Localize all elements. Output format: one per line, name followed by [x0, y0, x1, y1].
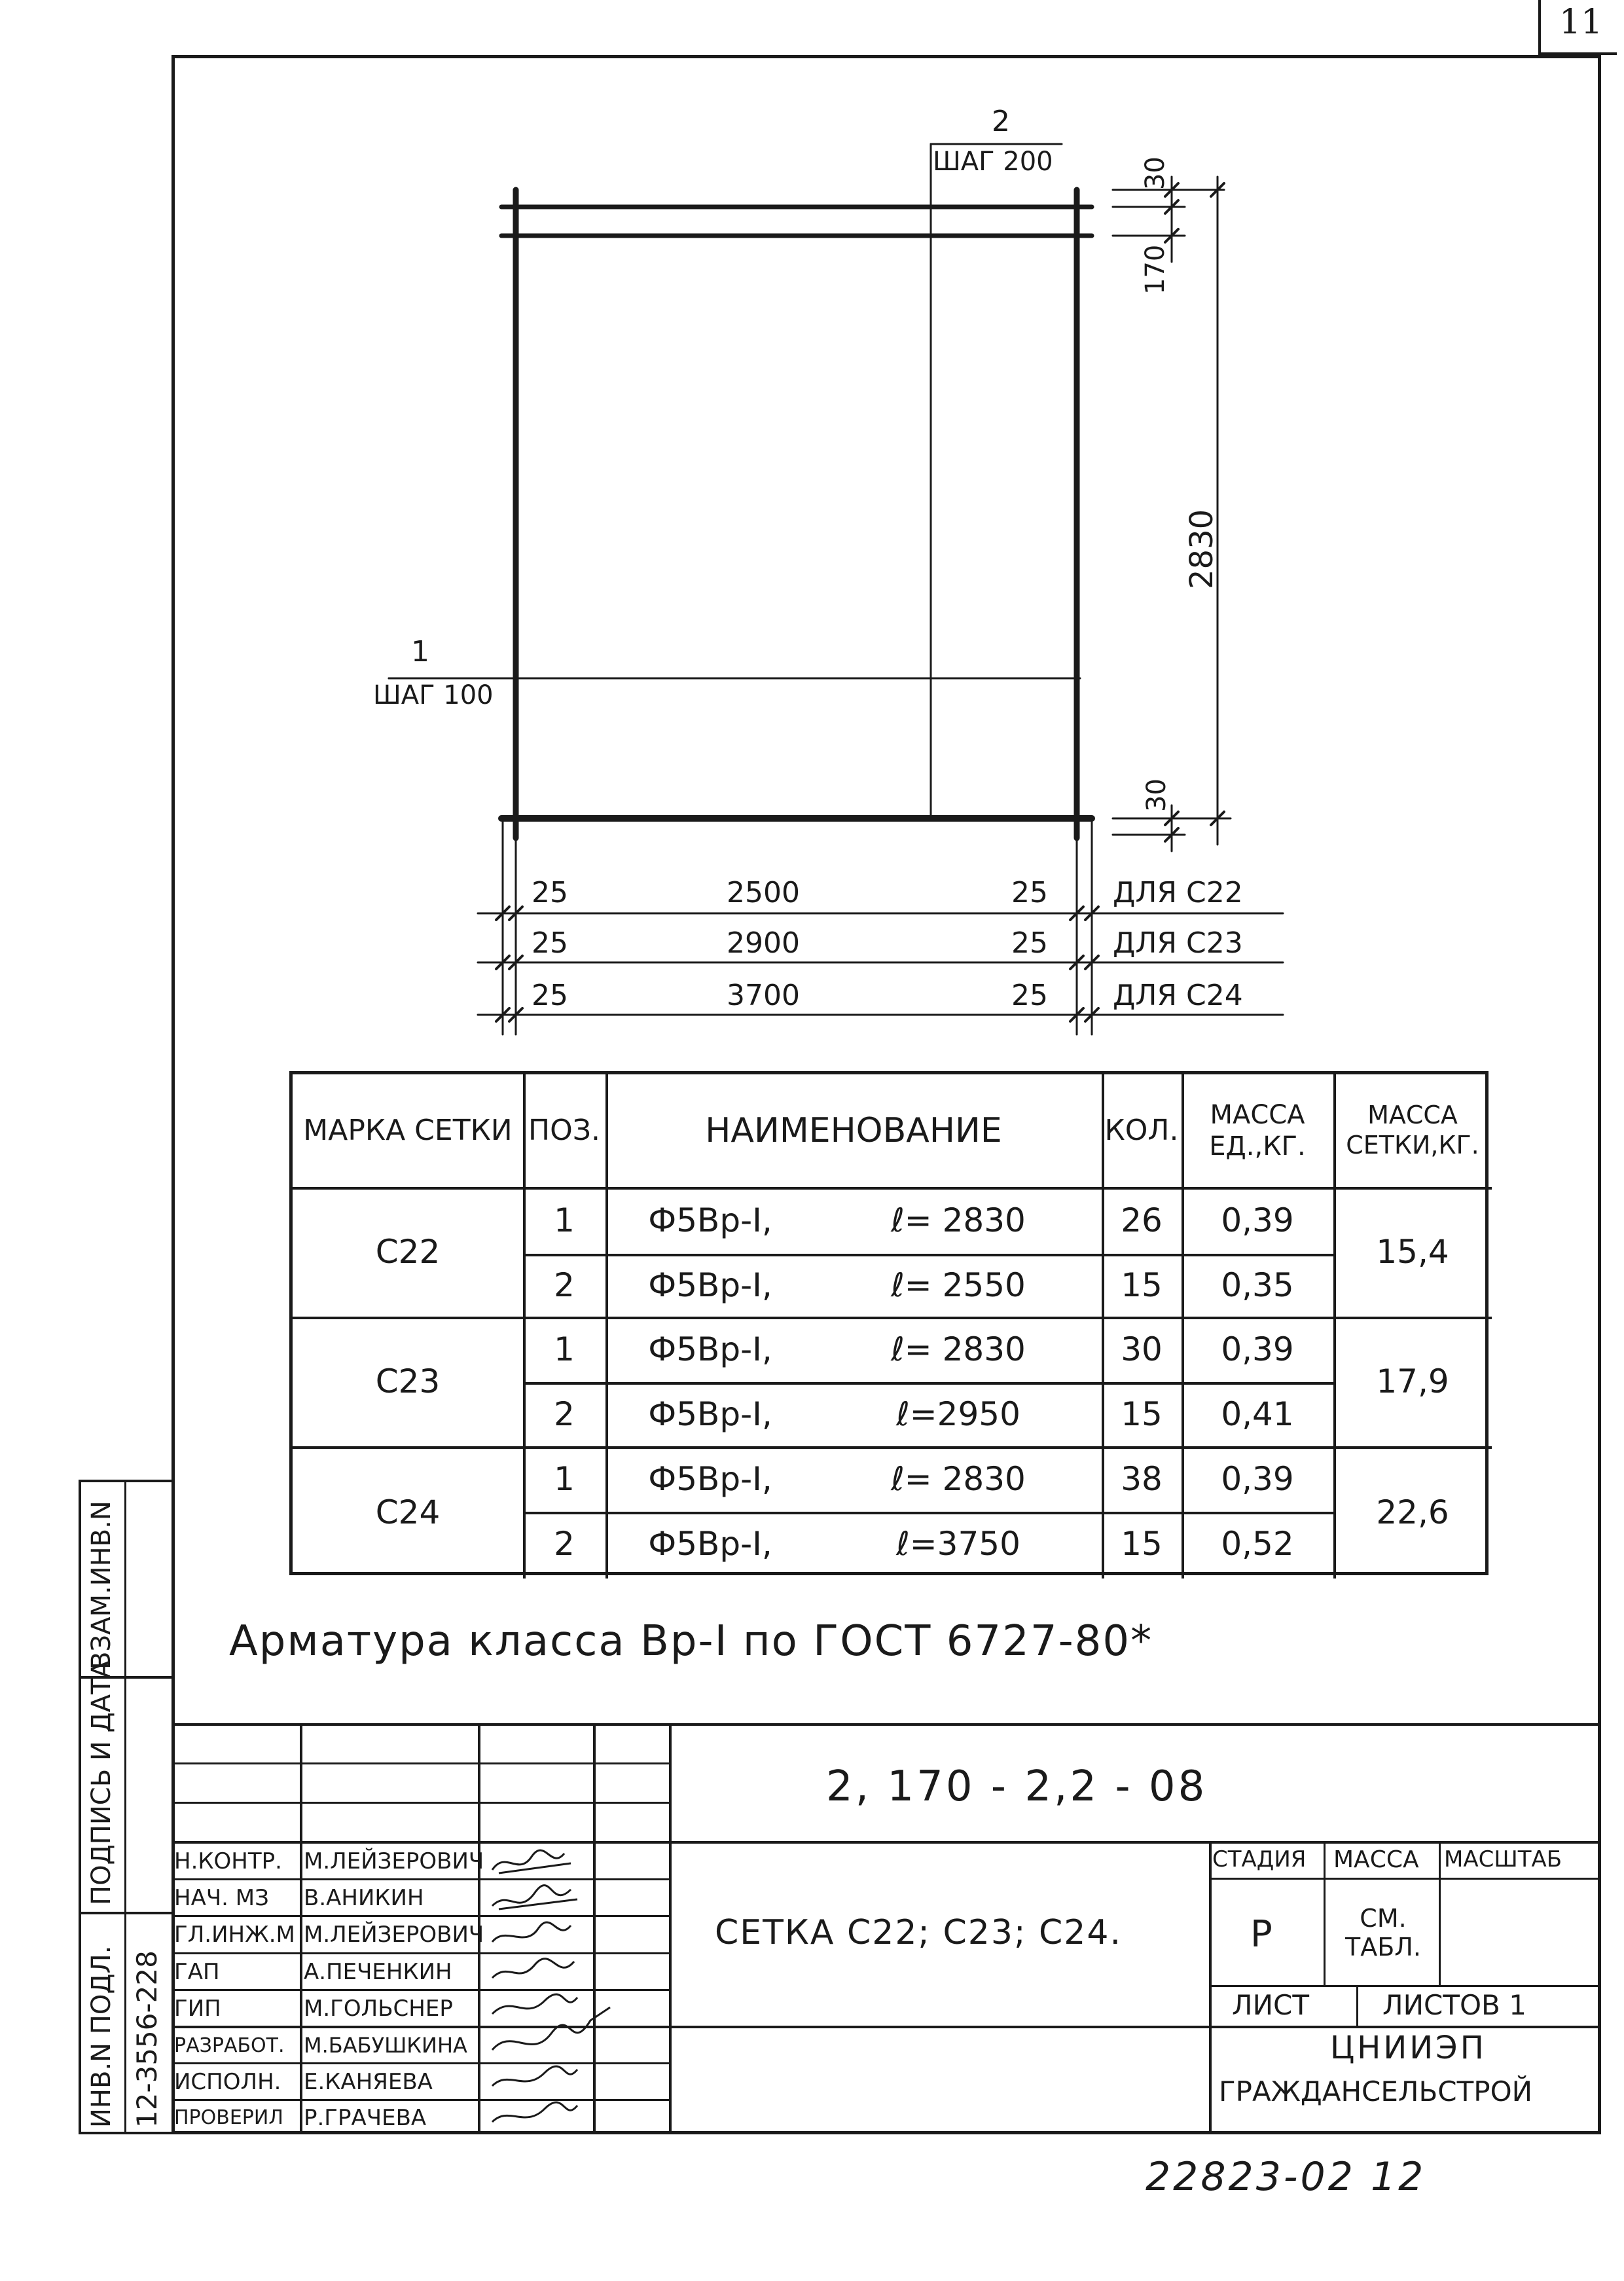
bar-length: ℓ=2950 — [896, 1395, 1020, 1433]
unit-mass: 0,39 — [1221, 1330, 1294, 1368]
staff-name: М.ГОЛЬСНЕР — [304, 1995, 453, 2022]
unit-mass: 0,39 — [1221, 1460, 1294, 1498]
unit-mass: 0,39 — [1221, 1201, 1294, 1239]
qty: 15 — [1121, 1395, 1163, 1433]
role: ГИП — [174, 1995, 221, 2022]
role: НАЧ. МЗ — [174, 1884, 269, 1911]
org-name: ЦНИИЭП — [1330, 2030, 1487, 2066]
signature-date-label: ПОДПИСЬ И ДАТА — [86, 1660, 117, 1905]
pos1-number: 1 — [411, 635, 429, 668]
qty: 38 — [1121, 1460, 1163, 1498]
row1-right: 25 — [1011, 876, 1048, 909]
mass-c24: 22,6 — [1376, 1493, 1449, 1531]
scale-header: МАСШТАБ — [1444, 1846, 1562, 1872]
title-block — [171, 1723, 1601, 2134]
staff-name: Е.КАНЯЕВА — [304, 2068, 433, 2095]
staff-name: М.ЛЕЙЗЕРОВИЧ — [304, 1848, 484, 1874]
mass-c23: 17,9 — [1376, 1362, 1449, 1400]
dim-bottom-30: 30 — [1142, 778, 1172, 812]
reinforcement-note: Арматура класса Вр-I по ГОСТ 6727-80* — [229, 1617, 1153, 1666]
mark-c24: С24 — [375, 1493, 441, 1531]
row2-left: 25 — [532, 926, 568, 960]
qty: 15 — [1121, 1525, 1163, 1563]
mass-value: СМ. ТАБЛ. — [1345, 1904, 1421, 1962]
document-code: 2, 170 - 2,2 - 08 — [826, 1762, 1208, 1811]
row1-mid: 2500 — [727, 876, 800, 909]
bar-name: Ф5Вр-I, — [648, 1460, 772, 1498]
row2-right: 25 — [1011, 926, 1048, 960]
mass-header: МАССА — [1333, 1846, 1419, 1873]
staff-name: Р.ГРАЧЕВА — [304, 2104, 427, 2131]
role: ПРОВЕРИЛ — [174, 2106, 283, 2129]
archive-number: 22823-02 12 — [1146, 2154, 1426, 2200]
staff-name: М.ЛЕЙЗЕРОВИЧ — [304, 1922, 484, 1948]
drawing-name: СЕТКА С22; С23; С24. — [715, 1913, 1123, 1952]
pos: 1 — [554, 1460, 575, 1498]
header-mesh-mass: МАССА СЕТКИ,КГ. — [1346, 1101, 1479, 1159]
bar-name: Ф5Вр-I, — [648, 1266, 772, 1304]
row3-left: 25 — [532, 979, 568, 1012]
row3-right: 25 — [1011, 979, 1048, 1012]
mark-c23: С23 — [375, 1362, 441, 1400]
header-name: НАИМЕНОВАНИЕ — [705, 1110, 1002, 1150]
staff-name: В.АНИКИН — [304, 1884, 424, 1911]
dim-top-30: 30 — [1140, 156, 1170, 190]
row1-left: 25 — [532, 876, 568, 909]
corner-sheet-number: 11 — [1559, 3, 1603, 42]
pos2-step: ШАГ 200 — [933, 147, 1053, 177]
pos2-number: 2 — [992, 105, 1010, 138]
unit-mass: 0,41 — [1221, 1395, 1294, 1433]
pos1-step: ШАГ 100 — [373, 680, 494, 710]
bar-name: Ф5Вр-I, — [648, 1525, 772, 1563]
specification-table — [289, 1071, 1489, 1575]
vzam-inv-label: ВЗАМ.ИНВ.N — [86, 1501, 117, 1670]
header-mark: МАРКА СЕТКИ — [303, 1113, 513, 1147]
row2-label: ДЛЯ С23 — [1113, 926, 1243, 960]
row1-label: ДЛЯ С22 — [1113, 876, 1243, 909]
inv-original-number: 12-3556-228 — [131, 1950, 163, 2128]
pos: 1 — [554, 1330, 575, 1368]
stage-header: СТАДИЯ — [1212, 1846, 1307, 1872]
mark-c22: С22 — [375, 1233, 441, 1271]
unit-mass: 0,52 — [1221, 1525, 1294, 1563]
qty: 30 — [1121, 1330, 1163, 1368]
header-qty: КОЛ. — [1104, 1113, 1179, 1147]
bar-length: ℓ=3750 — [896, 1525, 1020, 1563]
signatures — [479, 1844, 669, 2134]
row3-label: ДЛЯ С24 — [1113, 979, 1243, 1012]
row3-mid: 3700 — [727, 979, 800, 1012]
inv-original-label: ИНВ.N ПОДЛ. — [86, 1945, 117, 2128]
bar-length: ℓ= 2830 — [891, 1460, 1026, 1498]
header-unit-mass: МАССА ЕД.,КГ. — [1209, 1100, 1306, 1161]
bar-name: Ф5Вр-I, — [648, 1330, 772, 1368]
pos: 2 — [554, 1525, 575, 1563]
side-stamp — [79, 1480, 171, 2134]
mass-c22: 15,4 — [1376, 1233, 1449, 1271]
header-pos: ПОЗ. — [528, 1113, 600, 1147]
staff-name: А.ПЕЧЕНКИН — [304, 1958, 452, 1985]
bar-length: ℓ= 2830 — [891, 1330, 1026, 1368]
mesh-drawing — [0, 0, 1624, 1074]
bar-length: ℓ= 2550 — [891, 1266, 1026, 1304]
role: ГАП — [174, 1958, 220, 1985]
role: ГЛ.ИНЖ.М — [174, 1922, 295, 1948]
org-department: ГРАЖДАНСЕЛЬСТРОЙ — [1219, 2075, 1533, 2108]
pos: 1 — [554, 1201, 575, 1239]
sheet-label: ЛИСТ — [1232, 1989, 1309, 2021]
pos: 2 — [554, 1266, 575, 1304]
dim-170: 170 — [1140, 244, 1170, 295]
unit-mass: 0,35 — [1221, 1266, 1294, 1304]
staff-name: М.БАБУШКИНА — [304, 2033, 467, 2058]
role: РАЗРАБОТ. — [174, 2034, 285, 2057]
role: Н.КОНТР. — [174, 1848, 282, 1874]
role: ИСПОЛН. — [174, 2068, 281, 2095]
bar-name: Ф5Вр-I, — [648, 1201, 772, 1239]
row2-mid: 2900 — [727, 926, 800, 960]
qty: 26 — [1121, 1201, 1163, 1239]
sheets-count: ЛИСТОВ 1 — [1382, 1989, 1526, 2021]
bar-name: Ф5Вр-I, — [648, 1395, 772, 1433]
dim-2830: 2830 — [1183, 509, 1220, 589]
stage-value: Р — [1250, 1913, 1272, 1956]
bar-length: ℓ= 2830 — [891, 1201, 1026, 1239]
pos: 2 — [554, 1395, 575, 1433]
qty: 15 — [1121, 1266, 1163, 1304]
